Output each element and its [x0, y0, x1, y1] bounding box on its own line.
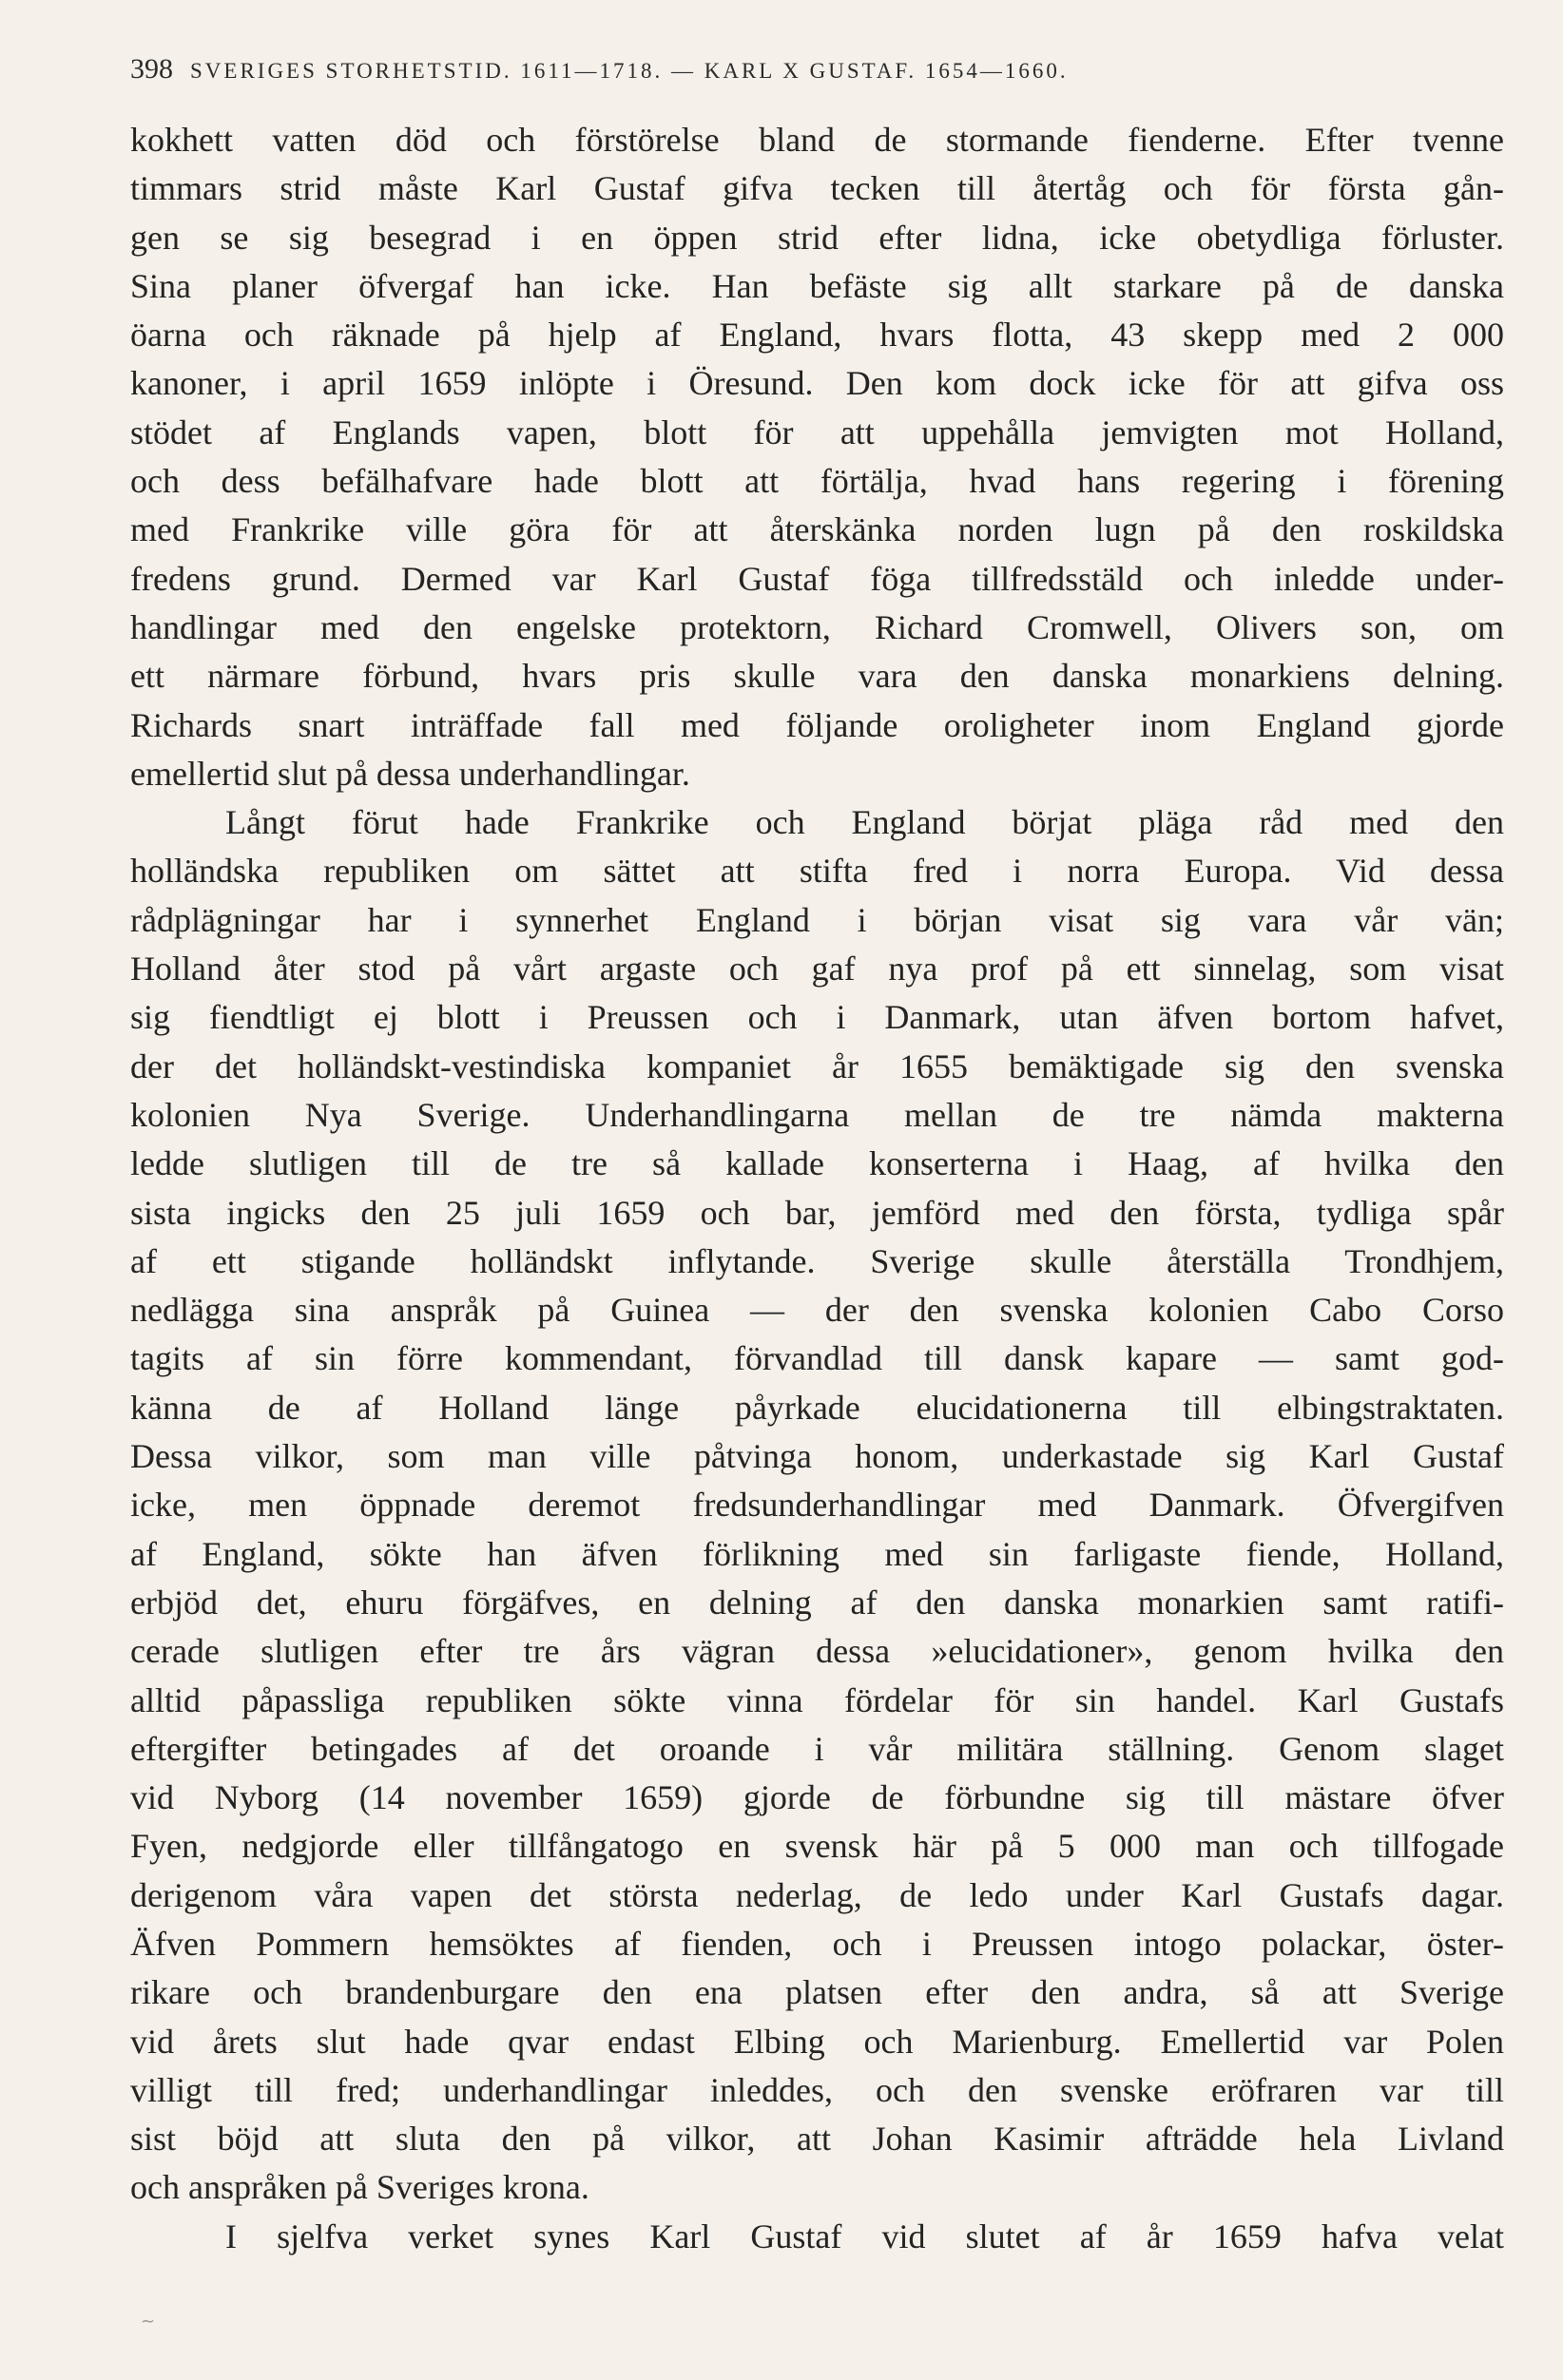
- text-line: erbjöd det, ehuru förgäfves, en delning af den danska monarkien samt ratifi-: [130, 1583, 1504, 1622]
- text-line: ledde slutligen till de tre så kallade konserterna i Haag, af hvilka den: [130, 1144, 1504, 1183]
- text-line: derigenom våra vapen det största nederlag, de ledo under Karl Gustafs dagar.: [130, 1875, 1504, 1914]
- text-line: Sina planer öfvergaf han icke. Han befäste sig allt starkare på de danska: [130, 266, 1504, 305]
- text-line: känna de af Holland länge påyrkade elucidationerna till elbingstraktaten.: [130, 1388, 1504, 1427]
- text-line: villigt till fred; underhandlingar inleddes, och den svenske eröfraren var till: [130, 2070, 1504, 2109]
- paragraph-end-line: och anspråken på Sveriges krona.: [130, 2168, 589, 2207]
- paragraph-start-line: I sjelfva verket synes Karl Gustaf vid slutet af år 1659 hafva velat: [225, 2217, 1504, 2255]
- text-line: Holland åter stod på vårt argaste och gaf nya prof på ett sinnelag, som visat: [130, 950, 1504, 988]
- text-line: öarna och räknade på hjelp af England, hvars flotta, 43 skepp med 2 000: [130, 316, 1504, 355]
- text-line: handlingar med den engelske protektorn, Richard Cromwell, Olivers son, om: [130, 607, 1504, 646]
- text-line: vid årets slut hade qvar endast Elbing och Marienburg. Emellertid var Polen: [130, 2022, 1504, 2061]
- text-line: fredens grund. Dermed var Karl Gustaf föga tillfredsstäld och inledde under-: [130, 559, 1504, 598]
- running-title: SVERIGES STORHETSTID. 1611—1718. — KARL X GUSTAF. 1654—1660.: [190, 59, 1069, 83]
- text-line: med Frankrike ville göra för att återskänka norden lugn på den roskildska: [130, 510, 1504, 549]
- text-line: Fyen, nedgjorde eller tillfångatogo en svensk här på 5 000 man och tillfogade: [130, 1827, 1504, 1866]
- text-line: eftergifter betingades af det oroande i vår militära ställning. Genom slaget: [130, 1729, 1504, 1768]
- text-line: nedlägga sina anspråk på Guinea — der den svenska kolonien Cabo Corso: [130, 1291, 1504, 1330]
- text-line: sista ingicks den 25 juli 1659 och bar, jemförd med den första, tydliga spår: [130, 1193, 1504, 1232]
- body-text: [130, 116, 1504, 2261]
- text-line: alltid påpassliga republiken sökte vinna fördelar för sin handel. Karl Gustafs: [130, 1680, 1504, 1719]
- paragraph-end-line: emellertid slut på dessa underhandlingar.: [130, 754, 690, 793]
- text-line: ett närmare förbund, hvars pris skulle vara den danska monarkiens delning.: [130, 657, 1504, 696]
- text-line: och dess befälhafvare hade blott att förtälja, hvad hans regering i förening: [130, 462, 1504, 501]
- text-line: rikare och brandenburgare den ena platsen efter den andra, så att Sverige: [130, 1973, 1504, 2012]
- text-line: Äfven Pommern hemsöktes af fienden, och i Preussen intogo polackar, öster-: [130, 1924, 1504, 1963]
- text-line: kokhett vatten död och förstörelse bland de stormande fienderne. Efter tvenne: [130, 121, 1504, 159]
- paragraph-start-line: Långt förut hade Frankrike och England börjat pläga råd med den: [225, 803, 1504, 842]
- text-line: vid Nyborg (14 november 1659) gjorde de förbundne sig till mästare öfver: [130, 1778, 1504, 1817]
- text-line: kanoner, i april 1659 inlöpte i Öresund. Den kom dock icke för att gifva oss: [130, 364, 1504, 403]
- text-line: cerade slutligen efter tre års vägran dessa »elucidationer», genom hvilka den: [130, 1632, 1504, 1671]
- text-line: gen se sig besegrad i en öppen strid efter lidna, icke obetydliga förluster.: [130, 218, 1504, 257]
- text-line: sig fiendtligt ej blott i Preussen och i Danmark, utan äfven bortom hafvet,: [130, 998, 1504, 1037]
- text-line: tagits af sin förre kommendant, förvandlad till dansk kapare — samt god-: [130, 1339, 1504, 1378]
- text-line: Richards snart inträffade fall med följande oroligheter inom England gjorde: [130, 705, 1504, 744]
- page-number: 398: [130, 53, 173, 85]
- text-line: kolonien Nya Sverige. Underhandlingarna mellan de tre nämda makterna: [130, 1095, 1504, 1134]
- text-line: af England, sökte han äfven förlikning med sin farligaste fiende, Holland,: [130, 1534, 1504, 1573]
- text-line: der det holländskt-vestindiska kompaniet år 1655 bemäktigade sig den svenska: [130, 1046, 1504, 1085]
- text-line: rådplägningar har i synnerhet England i början visat sig vara vår vän;: [130, 900, 1504, 939]
- text-line: af ett stigande holländskt inflytande. Sverige skulle återställa Trondhjem,: [130, 1241, 1504, 1280]
- text-line: stödet af Englands vapen, blott för att uppehålla jemvigten mot Holland,: [130, 413, 1504, 451]
- margin-mark: ~: [141, 2312, 156, 2332]
- text-line: sist böjd att sluta den på vilkor, att Johan Kasimir afträdde hela Livland: [130, 2120, 1504, 2159]
- text-line: Dessa vilkor, som man ville påtvinga honom, underkastade sig Karl Gustaf: [130, 1437, 1504, 1476]
- text-line: holländska republiken om sättet att stifta fred i norra Europa. Vid dessa: [130, 852, 1504, 891]
- running-head: [130, 53, 1509, 91]
- text-line: icke, men öppnade deremot fredsunderhandlingar med Danmark. Öfvergifven: [130, 1486, 1504, 1525]
- text-line: timmars strid måste Karl Gustaf gifva tecken till återtåg och för första gån-: [130, 169, 1504, 208]
